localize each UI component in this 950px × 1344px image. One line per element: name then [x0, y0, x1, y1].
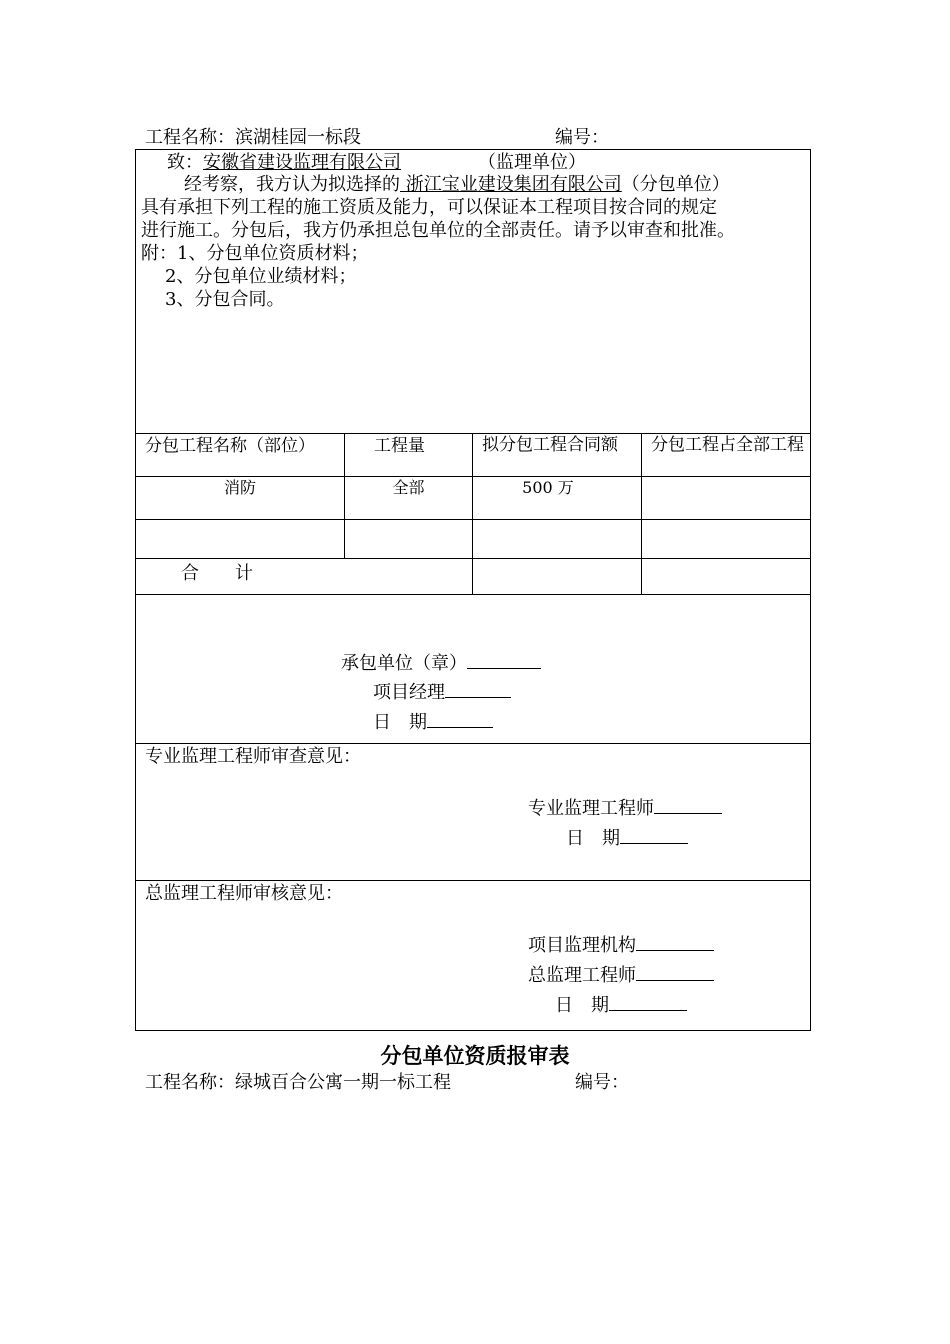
intro-line-1	[184, 173, 730, 196]
specialist-opinion-label: 专业监理工程师审查意见：	[145, 746, 361, 767]
table-header-contract-amount: 拟分包工程合同额	[482, 435, 618, 455]
table-total-bottom-line	[135, 594, 811, 595]
next-form-project-line	[145, 1071, 451, 1094]
next-form-project-name: 绿城百合公寓一期一标工程	[235, 1072, 451, 1093]
project-manager-line	[373, 679, 511, 704]
intro-line-1-prefix: 经考察，我方认为拟选择的	[184, 174, 400, 195]
table-top-line	[135, 433, 811, 434]
next-form-project-label: 工程名称：	[145, 1072, 235, 1093]
chief-engineer-blank	[636, 962, 714, 981]
specialist-engineer-blank	[654, 795, 722, 814]
chief-date-blank	[609, 992, 687, 1011]
attachment-3: 3、分包合同。	[165, 289, 285, 310]
subcontractor-role: （分包单位）	[621, 174, 730, 195]
attachment-1: 附：1、分包单位资质材料；	[141, 243, 369, 264]
chief-section-top-line	[135, 880, 811, 881]
table-header-quantity: 工程量	[374, 436, 425, 456]
specialist-date-line	[566, 825, 688, 850]
contractor-unit-label: 承包单位（章）	[341, 653, 467, 674]
subcontractor-name: 浙江宝业建设集团有限公司	[400, 174, 622, 195]
contractor-unit-blank	[467, 650, 541, 669]
table-row1-name: 消防	[223, 478, 256, 497]
table-header-percentage: 分包工程占全部工程	[651, 435, 804, 455]
project-manager-label: 项目经理	[373, 682, 445, 703]
addressee-line	[167, 151, 401, 174]
contractor-unit-line	[341, 650, 541, 675]
chief-opinion-label: 总监理工程师审核意见：	[145, 883, 343, 904]
next-form-title: 分包单位资质报审表	[380, 1043, 570, 1068]
intro-line-2: 具有承担下列工程的施工资质及能力，可以保证本工程项目按合同的规定	[141, 197, 717, 218]
table-row1-amount: 500 万	[522, 478, 574, 497]
table-col-divider-2	[472, 433, 473, 594]
project-name-value: 滨湖桂园一标段	[235, 127, 361, 148]
supervision-org-line	[528, 932, 714, 957]
chief-engineer-line	[528, 962, 714, 987]
contractor-date-blank	[427, 709, 493, 728]
contractor-date-line	[373, 709, 493, 734]
chief-date-line	[555, 992, 687, 1017]
contractor-date-label: 日 期	[373, 712, 427, 733]
table-col-divider-3	[641, 433, 642, 594]
table-header-bottom-line	[135, 476, 811, 477]
chief-date-label: 日 期	[555, 995, 609, 1016]
table-row1-bottom-line	[135, 519, 811, 520]
project-name-line	[145, 126, 361, 149]
table-total-label: 合 计	[181, 563, 253, 584]
specialist-date-blank	[620, 825, 688, 844]
table-header-name: 分包工程名称（部位）	[145, 436, 315, 456]
next-form-number-label: 编号：	[575, 1072, 629, 1093]
intro-line-3: 进行施工。分包后，我方仍承担总包单位的全部责任。请予以审查和批准。	[141, 220, 735, 241]
specialist-engineer-label: 专业监理工程师	[528, 798, 654, 819]
number-label: 编号：	[555, 127, 609, 148]
to-prefix: 致：	[167, 152, 203, 173]
attachment-2: 2、分包单位业绩材料；	[165, 266, 357, 287]
chief-engineer-label: 总监理工程师	[528, 965, 636, 986]
project-name-label: 工程名称：	[145, 127, 235, 148]
project-manager-blank	[445, 679, 511, 698]
specialist-engineer-line	[528, 795, 722, 820]
supervisor-role: （监理单位）	[478, 152, 586, 173]
specialist-section-top-line	[135, 743, 811, 744]
table-row2-bottom-line	[135, 558, 811, 559]
supervisor-company: 安徽省建设监理有限公司	[203, 152, 401, 173]
supervision-org-blank	[636, 932, 714, 951]
supervision-org-label: 项目监理机构	[528, 935, 636, 956]
table-row1-quantity: 全部	[392, 478, 425, 497]
specialist-date-label: 日 期	[566, 828, 620, 849]
